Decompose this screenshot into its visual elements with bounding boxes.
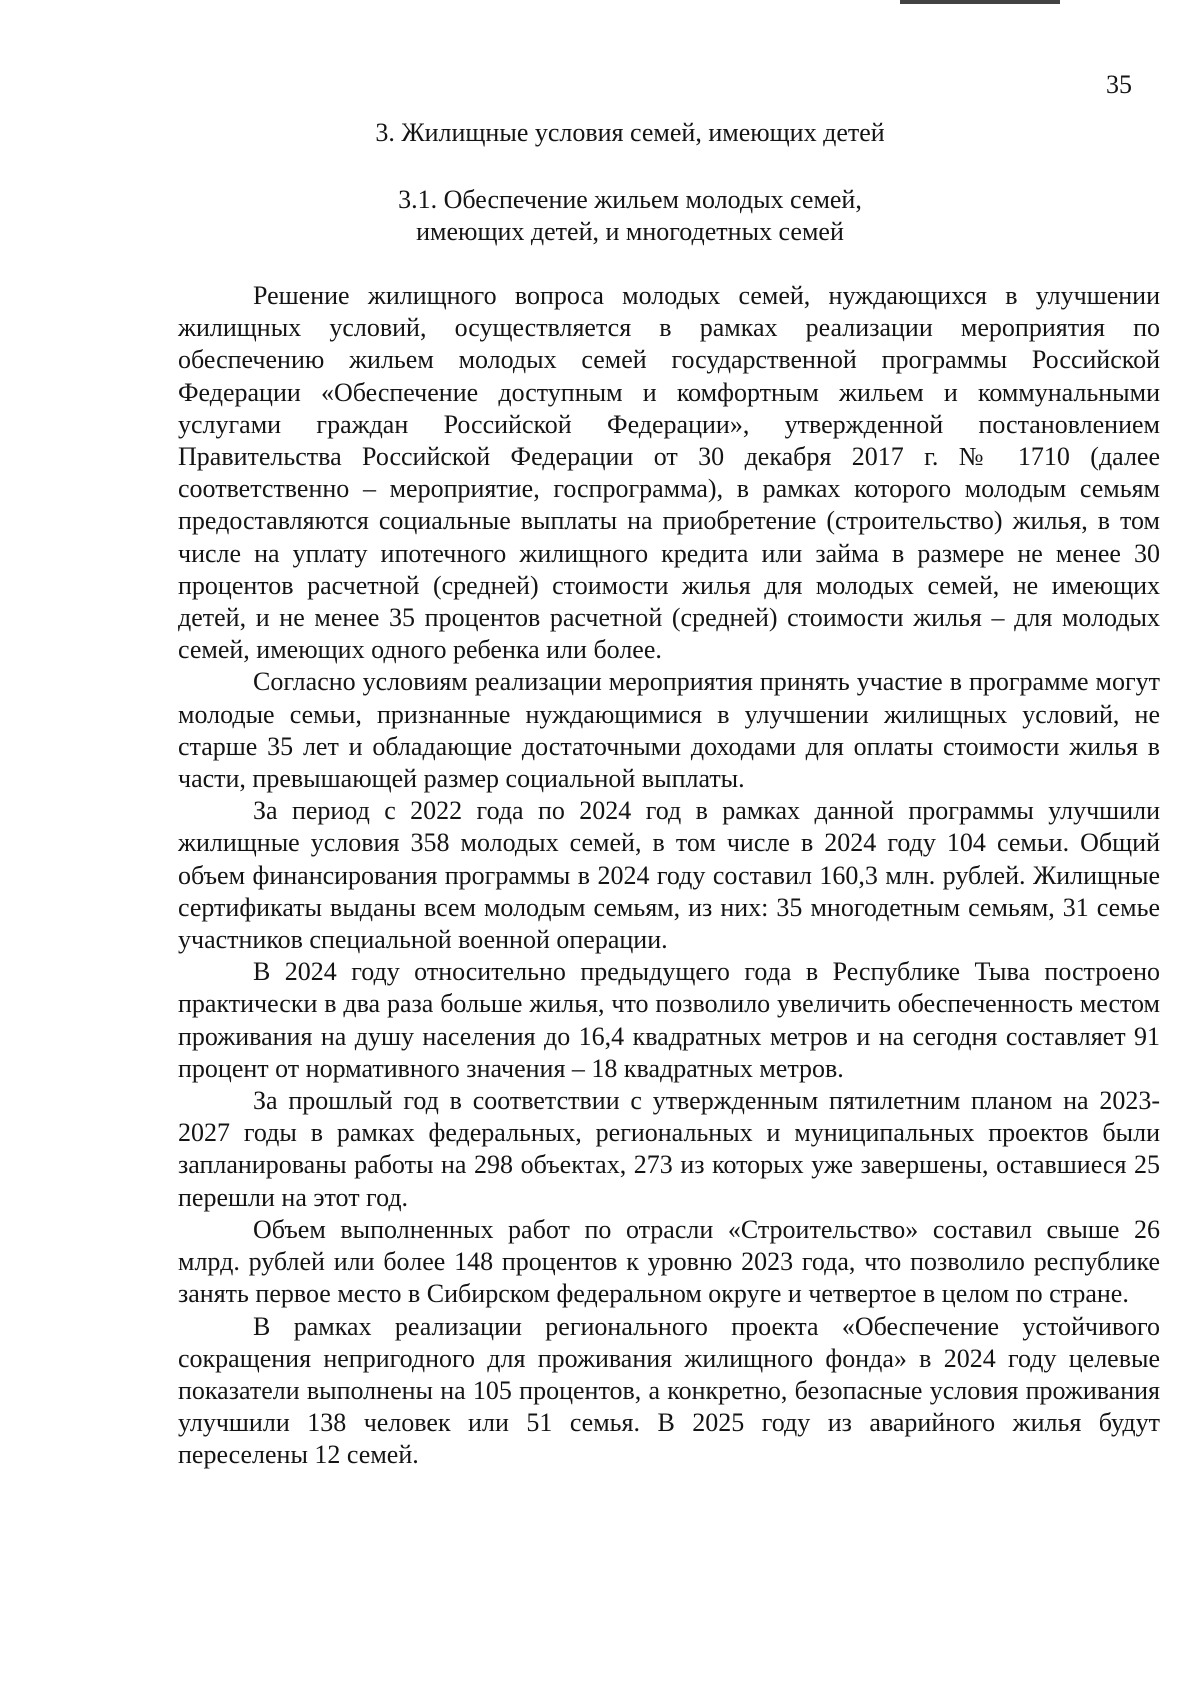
paragraph-participation-conditions: Согласно условиям реализации мероприятия принять участие в программе могут молодые семьи, признанные нуждающимися в улучшении жилищных условий, не старше 35 лет и обладающие достаточными доходами для оплаты стоимости жилья в части, превышающей размер социальной выплаты. xyxy=(178,667,1160,794)
paragraph-emergency-housing: В рамках реализации регионального проекта «Обеспечение устойчивого сокращения непригодного для проживания жилищного фонда» в 2024 году целевые показатели выполнены на 105 процентов, а конкретно, безопасные условия проживания улучшили 138 человек или 51 семья. В 2025 году из аварийного жилья будут переселены 12 семей. xyxy=(178,1311,1160,1470)
subsection-title xyxy=(0,184,1200,248)
subsection-title-line-1: 3.1. Обеспечение жильем молодых семей, xyxy=(398,185,862,214)
body-text xyxy=(178,280,1160,1472)
paragraph-program-results: За период с 2022 года по 2024 год в рамках данной программы улучшили жилищные условия 358 молодых семей, в том числе в 2024 году 104 семьи. Общий объем финансирования программы в 2024 году составил 160,3 млн. рублей. Жилищные сертификаты выданы всем молодым семьям, из них: 35 многодетным семьям, 31 семье участников специальной военной операции. xyxy=(178,796,1160,955)
subsection-title-line-2: имеющих детей, и многодетных семей xyxy=(416,217,844,246)
paragraph-five-year-plan: За прошлый год в соответствии с утвержденным пятилетним планом на 2023-2027 годы в рамках федеральных, региональных и муниципальных проектов были запланированы работы на 298 объектах, 273 из которых уже завершены, оставшиеся 25 перешли на этот год. xyxy=(178,1086,1160,1212)
paragraph-young-families-program: Решение жилищного вопроса молодых семей, нуждающихся в улучшении жилищных условий, осуществляется в рамках реализации мероприятия по обеспечению жильем молодых семей государственной программы Российской Федерации «Обеспечение доступным и комфортным жильем и коммунальными услугами граждан Российской Федерации», утвержденной постановлением Правительства Российской Федерации от 30 декабря 2017 г. № 1710 (далее соответственно – мероприятие, госпрограмма), в рамках которого молодым семьям предоставляются социальные выплаты на приобретение (строительство) жилья, в том числе на уплату ипотечного жилищного кредита или займа в размере не менее 30 процентов расчетной (средней) стоимости жилья для молодых семей, не имеющих детей, и не менее 35 процентов расчетной (средней) стоимости жилья – для молодых семей, имеющих одного ребенка или более. xyxy=(178,281,1160,665)
paragraph-construction-volume: Объем выполненных работ по отрасли «Строительство» составил свыше 26 млрд. рублей или более 148 процентов к уровню 2023 года, что позволило республике занять первое место в Сибирском федеральном округе и четвертое в целом по стране. xyxy=(178,1214,1160,1309)
section-title: 3. Жилищные условия семей, имеющих детей xyxy=(375,118,885,147)
paragraph-housing-construction: В 2024 году относительно предыдущего года в Республике Тыва построено практически в два раза больше жилья, что позволило увеличить обеспеченность местом проживания на душу населения до 16,4 квадратных метров и на сегодня составляет 91 процент от нормативного значения – 18 квадратных метров. xyxy=(178,957,1160,1083)
page-number: 35 xyxy=(1106,70,1132,99)
scan-artifact-line xyxy=(900,0,1060,4)
